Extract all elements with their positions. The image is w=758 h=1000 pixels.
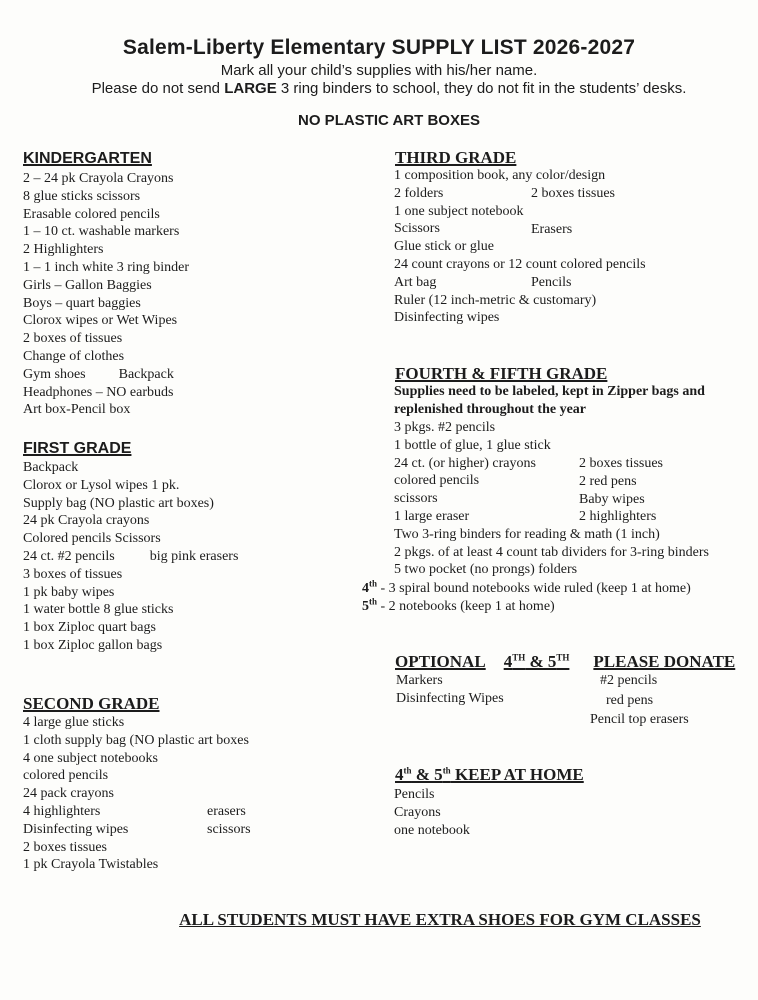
optional-heading <box>395 652 751 672</box>
note-line-1: Supplies need to be labeled, kept in Zipper bags and <box>394 384 705 399</box>
third-grade-erasers: Erasers <box>531 222 573 237</box>
list-item: 2 Highlighters <box>23 242 104 258</box>
optional-label: OPTIONAL <box>395 652 486 671</box>
list-item: Markers <box>396 673 443 688</box>
list-item: 2 pkgs. of at least 4 count tab dividers for 3-ring binders <box>394 544 709 560</box>
list-item: 2 red pens <box>579 473 637 489</box>
fourth-text: - 3 spiral bound notebooks wide ruled (keep 1 at home) <box>377 581 691 596</box>
fourth-sup: th <box>369 578 378 589</box>
keep-4: 4 <box>395 765 404 784</box>
list-item: 1 box Ziploc quart bags <box>23 620 156 636</box>
big-pink-erasers: big pink erasers <box>149 548 239 564</box>
list-item: Boys – quart baggies <box>23 295 141 311</box>
list-item: 24 ct. (or higher) crayons <box>394 455 536 471</box>
line2-pre: Please do not send <box>91 80 225 97</box>
list-item: Colored pencils Scissors <box>23 531 161 547</box>
keep-at-home-list <box>394 786 470 839</box>
list-item: 2 folders <box>394 185 444 201</box>
list-item: Clorox wipes or Wet Wipes <box>23 313 178 329</box>
optional-pencils: #2 pencils <box>600 673 658 688</box>
list-item: 1 box Ziploc gallon bags <box>23 637 163 653</box>
list-item: 2 boxes of tissues <box>23 331 123 347</box>
list-item: 24 count crayons or 12 count colored pencils <box>394 256 646 272</box>
list-item: scissors <box>394 491 438 507</box>
no-plastic-note: NO PLASTIC ART BOXES <box>298 112 480 129</box>
line2-post: 3 ring binders to school, they do not fit in the students’ desks. <box>276 80 687 97</box>
list-item: 5 two pocket (no prongs) folders <box>394 562 578 578</box>
fourth-fifth-heading: FOURTH & FIFTH GRADE <box>395 364 608 383</box>
list-item: 1 cloth supply bag (NO plastic art boxes <box>23 732 249 748</box>
list-item: Change of clothes <box>23 348 125 364</box>
list-item: 4 large glue sticks <box>23 715 125 730</box>
gym-shoes-footer: ALL STUDENTS MUST HAVE EXTRA SHOES FOR GYM CLASSES <box>179 910 701 929</box>
list-item: 1 large eraser <box>394 508 470 524</box>
list-item: Crayons <box>394 804 441 820</box>
list-item: one notebook <box>394 822 470 838</box>
list-item: 8 glue sticks scissors <box>23 188 141 204</box>
list-item: 1 pk Crayola Twistables <box>23 857 159 873</box>
list-item: Pencils <box>394 787 435 802</box>
optional-4: 4 <box>503 652 513 671</box>
list-item: Girls – Gallon Baggies <box>23 277 152 293</box>
optional-and-5: & 5 <box>525 652 557 671</box>
subtitle-line-1: Mark all your child’s supplies with his/her name. <box>220 62 538 79</box>
gym-shoes: Gym shoes <box>23 366 86 382</box>
fifth-num: 5 <box>362 599 369 614</box>
list-item: Two 3-ring binders for reading & math (1 inch) <box>394 526 660 542</box>
fifth-text: - 2 notebooks (keep 1 at home) <box>377 599 555 614</box>
subtitle-line-2 <box>0 80 758 97</box>
list-item: Headphones – NO earbuds <box>23 384 174 400</box>
list-item: Disinfecting Wipes <box>396 690 504 706</box>
optional-pencil-top-erasers: Pencil top erasers <box>590 712 689 727</box>
backpack: Backpack <box>118 366 174 382</box>
third-grade-tissues: 2 boxes tissues <box>531 186 615 201</box>
list-item: colored pencils <box>23 768 109 784</box>
list-item: 1 water bottle 8 glue sticks <box>23 602 174 618</box>
keep-and-5: & 5 <box>411 765 443 784</box>
list-item: 2 – 24 pk Crayola Crayons <box>23 171 174 186</box>
pencils: 24 ct. #2 pencils <box>23 548 115 564</box>
list-item: Art box-Pencil box <box>23 402 131 418</box>
list-item: 2 boxes tissues <box>23 839 107 855</box>
list-item: Disinfecting wipes <box>23 821 129 837</box>
list-item: 4 one subject notebooks <box>23 750 158 766</box>
list-item: Scissors <box>394 221 440 237</box>
list-item: 24 pack crayons <box>23 786 114 802</box>
first-grade-heading: FIRST GRADE <box>23 440 132 457</box>
note-line-2: replenished throughout the year <box>394 401 586 417</box>
list-item: Backpack <box>23 460 79 475</box>
keep-at-home-label: KEEP AT HOME <box>450 765 584 784</box>
list-item: scissors <box>207 821 251 837</box>
please-donate: PLEASE DONATE <box>593 652 736 671</box>
optional-red-pens: red pens <box>606 693 654 708</box>
list-item: Ruler (12 inch-metric & customary) <box>394 292 597 308</box>
list-item: 2 highlighters <box>579 509 657 525</box>
fourth-num: 4 <box>362 581 369 596</box>
fifth-sup: th <box>369 596 378 607</box>
keep-5-sup: th <box>442 765 451 776</box>
page-title: Salem-Liberty Elementary SUPPLY LIST 2026-2027 <box>122 36 636 59</box>
keep-at-home-heading <box>395 765 584 785</box>
first-grade-list <box>23 459 238 655</box>
list-item: Baby wipes <box>579 491 645 507</box>
kindergarten-list <box>23 170 189 419</box>
fourth-fifth-note <box>394 383 705 419</box>
second-grade-heading: SECOND GRADE <box>23 694 160 713</box>
optional-4-sup: TH <box>512 652 526 663</box>
keep-4-sup: th <box>403 765 412 776</box>
list-item: Art bag <box>394 274 437 290</box>
list-item: 1 – 10 ct. washable markers <box>23 224 180 240</box>
fourth-fifth-right <box>579 455 663 526</box>
kindergarten-heading: KINDERGARTEN <box>23 150 152 167</box>
list-item: Glue stick or glue <box>394 239 494 255</box>
list-item: Clorox or Lysol wipes 1 pk. <box>23 477 180 493</box>
list-item: erasers <box>207 804 246 819</box>
third-grade-heading: THIRD GRADE <box>395 148 517 167</box>
list-item: Supply bag (NO plastic art boxes) <box>23 495 214 511</box>
third-grade-pencils: Pencils <box>531 275 572 290</box>
list-item <box>23 366 189 384</box>
list-item: 4 highlighters <box>23 803 101 819</box>
list-item: colored pencils <box>394 473 480 489</box>
fifth-grade-notebooks <box>362 598 555 616</box>
list-item <box>23 548 238 566</box>
list-item: 3 boxes of tissues <box>23 566 123 582</box>
list-item: 1 bottle of glue, 1 glue stick <box>394 437 551 453</box>
list-item: 1 – 1 inch white 3 ring binder <box>23 259 190 275</box>
optional-left <box>396 672 504 708</box>
list-item: Erasable colored pencils <box>23 206 160 222</box>
second-grade-list <box>23 714 249 874</box>
list-item: 1 pk baby wipes <box>23 584 115 600</box>
list-item: 3 pkgs. #2 pencils <box>394 420 496 435</box>
list-item: 24 pk Crayola crayons <box>23 513 150 529</box>
fourth-grade-notebooks <box>362 580 691 598</box>
list-item: Disinfecting wipes <box>394 310 500 326</box>
list-item: 1 one subject notebook <box>394 203 524 219</box>
second-grade-right <box>207 803 251 839</box>
optional-5-sup: TH <box>556 652 570 663</box>
list-item: 1 composition book, any color/design <box>394 168 606 183</box>
line2-bold: LARGE <box>224 80 277 97</box>
list-item: 2 boxes tissues <box>579 456 663 471</box>
